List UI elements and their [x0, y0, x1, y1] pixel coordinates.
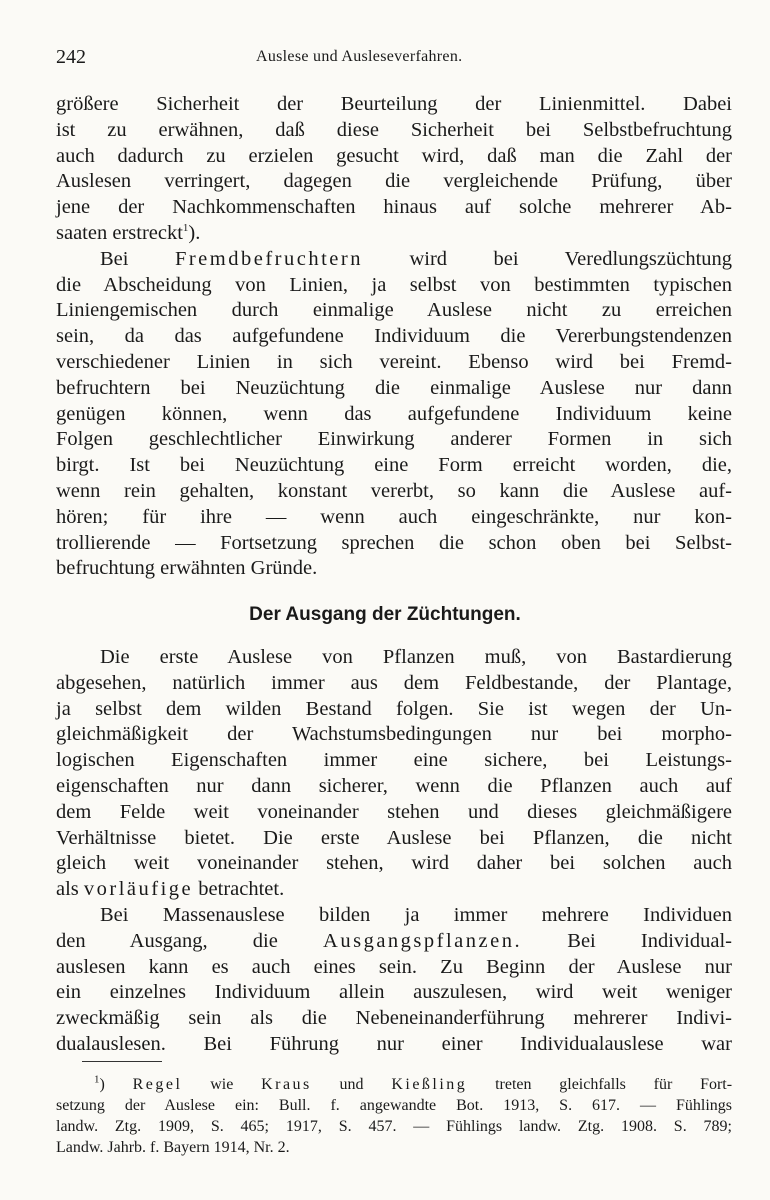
text-line [56, 877, 732, 903]
page-number: 242 [56, 46, 86, 68]
text-line: befruchtern bei Neuzüchtung die einmalige Auslese nur dann [56, 376, 732, 399]
text-line: Die erste Auslese von Pflanzen muß, von Bastardierung [100, 646, 732, 668]
text-line [56, 929, 732, 955]
section-heading: Der Ausgang der Züchtungen. [249, 604, 521, 625]
text-line: Folgen geschlechtlicher Einwirkung anderer Formen in sich [56, 428, 732, 451]
text-line: setzung der Auslese ein: Bull. f. angewandte Bot. 1913, S. 617. — Fühlings [56, 1097, 732, 1114]
text-line: befruchtung erwähnten Gründe. [56, 557, 318, 580]
text-fragment: wie [210, 1076, 234, 1093]
paragraph-4 [56, 903, 732, 1058]
paragraph-1 [56, 92, 732, 247]
text-line: Landw. Jahrb. f. Bayern 1914, Nr. 2. [56, 1139, 290, 1156]
text-line: größere Sicherheit der Beurteilung der Linienmittel. Dabei [56, 93, 732, 115]
running-head: Auslese und Ausleseverfahren. [256, 48, 463, 65]
text-fragment: betrachtet. [198, 878, 285, 901]
spaced-term: vorläufige [83, 878, 194, 901]
text-line: landw. Ztg. 1909, S. 465; 1917, S. 457. — Fühlings landw. Ztg. 1908. S. 789; [56, 1118, 732, 1135]
text-line: zweckmäßig sein als die Nebeneinanderführung mehrerer Indivi- [56, 1007, 732, 1030]
spaced-term: Fremdbefruchtern [174, 247, 363, 270]
text-line: genügen können, wenn das aufgefundene Individuum keine [56, 402, 732, 425]
text-fragment: Bei Individual- [567, 929, 732, 952]
text-line: ist zu erwähnen, daß diese Sicherheit bei Selbstbefruchtung [56, 118, 732, 141]
text-fragment: Bei [100, 247, 129, 270]
footnote [56, 1074, 732, 1158]
text-line [56, 247, 732, 273]
text-line: dem Felde weit voneinander stehen und dieses gleichmäßigere [56, 800, 732, 823]
text-fragment: treten gleichfalls für Fort- [495, 1076, 733, 1093]
text-line: auslesen kann es auch eines sein. Zu Beginn der Auslese nur [56, 955, 732, 978]
text-line: hören; für ihre — wenn auch eingeschränkte, nur kon- [56, 505, 732, 528]
paragraph-2 [56, 247, 732, 582]
text-fragment: den Ausgang, die [56, 929, 278, 952]
text-line: gleichmäßigkeit der Wachstumsbedingungen nur bei morpho- [56, 723, 732, 746]
text-line: ein einzelnes Individuum allein auszulesen, wird weit weniger [56, 981, 732, 1004]
text-fragment: als [56, 878, 79, 901]
spaced-term: Kießling [391, 1076, 468, 1093]
text-line: jene der Nachkommenschaften hinaus auf solche mehrerer Ab- [56, 196, 732, 219]
text-line: die Abscheidung von Linien, ja selbst von bestimmten typischen [56, 273, 732, 296]
text-line: Liniengemischen durch einmalige Auslese nicht zu erreichen [56, 299, 732, 322]
text-line [56, 221, 732, 247]
text-fragment: und [339, 1076, 364, 1093]
text-line: eigenschaften nur dann sicherer, wenn die Pflanzen auch auf [56, 774, 732, 797]
text-line: ja selbst dem wilden Bestand folgen. Sie ist wegen der Un- [56, 697, 732, 720]
text-line: birgt. Ist bei Neuzüchtung eine Form erreicht worden, die, [56, 454, 732, 477]
page-header [56, 46, 730, 72]
footnote-marker: 1 [182, 222, 189, 235]
text-line: wenn rein gehalten, konstant vererbt, so kann die Auslese auf- [56, 479, 732, 502]
text-line: dualauslesen. Bei Führung nur einer Individualauslese war [56, 1032, 732, 1055]
text-line: gleich weit voneinander stehen, wird daher bei solchen auch [56, 852, 732, 875]
footnote-marker: 1 [94, 1073, 100, 1086]
text-line: verschiedener Linien in sich vereint. Ebenso wird bei Fremd- [56, 350, 732, 373]
text-line: trollierende — Fortsetzung sprechen die schon oben bei Selbst- [56, 531, 732, 554]
text-line: Auslesen verringert, dagegen die vergleichende Prüfung, über [56, 170, 732, 193]
text-line: Bei Massenauslese bilden ja immer mehrere Individuen [100, 904, 732, 926]
text-fragment: wird bei Veredlungszüchtung [409, 247, 733, 270]
paragraph-3 [56, 645, 732, 903]
spaced-term: Ausgangspflanzen. [323, 929, 523, 952]
text-line [56, 1074, 732, 1095]
text-line: auch dadurch zu erzielen gesucht wird, daß man die Zahl der [56, 144, 732, 167]
spaced-term: Kraus [261, 1076, 312, 1093]
spaced-term: Regel [132, 1076, 183, 1093]
footnote-divider [82, 1061, 162, 1062]
text-line: abgesehen, natürlich immer aus dem Feldbestande, der Plantage, [56, 671, 732, 694]
text-line: logischen Eigenschaften immer eine sichere, bei Leistungs- [56, 749, 732, 772]
text-line: Verhältnisse bietet. Die erste Auslese bei Pflanzen, die nicht [56, 826, 732, 849]
text-fragment: ). [188, 221, 201, 244]
text-fragment: saaten erstreckt [56, 221, 183, 244]
text-line: sein, da das aufgefundene Individuum die Vererbungstendenzen [56, 325, 732, 348]
text-fragment: ) [99, 1076, 105, 1093]
